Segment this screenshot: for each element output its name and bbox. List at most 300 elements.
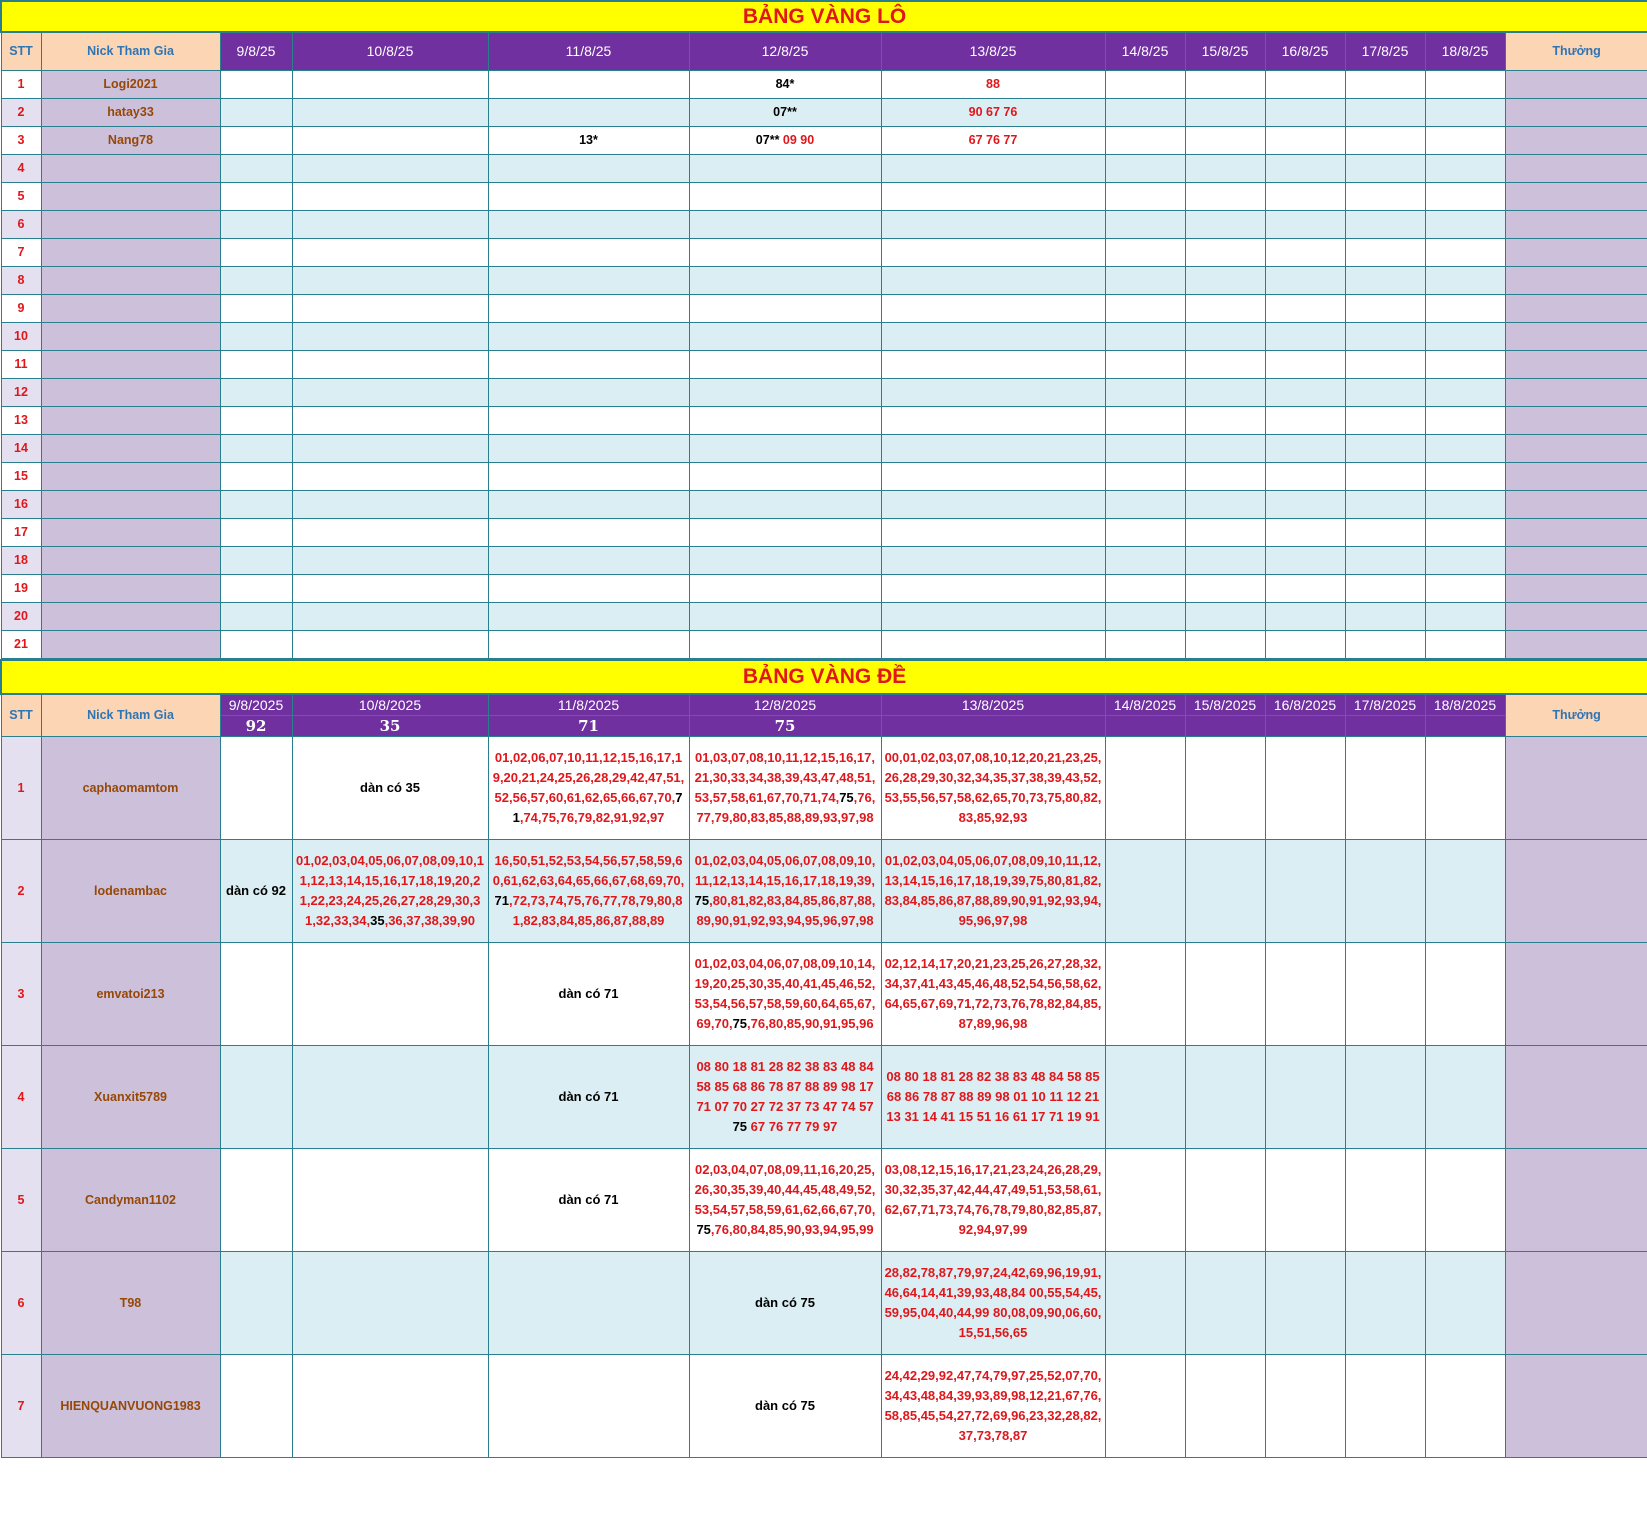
pick-cell[interactable] (1345, 518, 1425, 546)
pick-cell[interactable] (881, 98, 1105, 126)
pick-cell[interactable] (1425, 98, 1505, 126)
pick-cell[interactable] (1185, 182, 1265, 210)
pick-cell[interactable] (1425, 406, 1505, 434)
pick-cell[interactable] (488, 490, 689, 518)
pick-cell[interactable] (881, 1354, 1105, 1457)
pick-cell[interactable] (488, 1251, 689, 1354)
pick-cell[interactable] (881, 1251, 1105, 1354)
pick-cell[interactable] (689, 70, 881, 98)
pick-cell[interactable] (1345, 378, 1425, 406)
reward-cell[interactable] (1505, 98, 1647, 126)
pick-cell[interactable] (1345, 210, 1425, 238)
pick-cell[interactable] (1425, 294, 1505, 322)
pick-cell[interactable] (292, 490, 488, 518)
pick-cell[interactable] (292, 70, 488, 98)
pick-cell[interactable] (1185, 1045, 1265, 1148)
reward-cell[interactable] (1505, 630, 1647, 658)
pick-cell[interactable] (292, 839, 488, 942)
pick-cell[interactable] (292, 322, 488, 350)
nick-cell[interactable]: caphaomamtom (41, 736, 220, 839)
pick-cell[interactable] (689, 546, 881, 574)
pick-cell[interactable] (292, 602, 488, 630)
nick-cell[interactable]: HIENQUANVUONG1983 (41, 1354, 220, 1457)
nick-cell[interactable] (41, 630, 220, 658)
pick-cell[interactable] (1185, 294, 1265, 322)
pick-cell[interactable] (1105, 126, 1185, 154)
pick-cell[interactable] (1425, 1045, 1505, 1148)
pick-cell[interactable] (689, 322, 881, 350)
pick-cell[interactable] (881, 154, 1105, 182)
reward-cell[interactable] (1505, 1251, 1647, 1354)
pick-cell[interactable] (1265, 1148, 1345, 1251)
pick-cell[interactable] (1105, 294, 1185, 322)
pick-cell[interactable] (881, 602, 1105, 630)
pick-cell[interactable] (292, 1354, 488, 1457)
pick-cell[interactable] (488, 1354, 689, 1457)
pick-cell[interactable] (1265, 322, 1345, 350)
pick-cell[interactable] (1185, 602, 1265, 630)
pick-cell[interactable] (881, 1045, 1105, 1148)
pick-cell[interactable] (1345, 182, 1425, 210)
pick-cell[interactable] (488, 406, 689, 434)
pick-cell[interactable] (1425, 462, 1505, 490)
pick-cell[interactable] (1105, 1148, 1185, 1251)
pick-cell[interactable] (292, 238, 488, 266)
pick-cell[interactable] (1265, 210, 1345, 238)
nick-cell[interactable] (41, 210, 220, 238)
pick-cell[interactable] (220, 1045, 292, 1148)
reward-cell[interactable] (1505, 294, 1647, 322)
pick-cell[interactable] (1185, 942, 1265, 1045)
pick-cell[interactable] (1425, 126, 1505, 154)
pick-cell[interactable] (1105, 98, 1185, 126)
pick-cell[interactable] (1425, 490, 1505, 518)
nick-cell[interactable] (41, 462, 220, 490)
pick-cell[interactable] (220, 736, 292, 839)
pick-cell[interactable] (1185, 322, 1265, 350)
pick-cell[interactable] (1425, 238, 1505, 266)
nick-cell[interactable] (41, 322, 220, 350)
pick-cell[interactable] (1265, 518, 1345, 546)
pick-cell[interactable] (689, 602, 881, 630)
pick-cell[interactable] (881, 518, 1105, 546)
pick-cell[interactable] (1345, 736, 1425, 839)
pick-cell[interactable] (220, 602, 292, 630)
pick-cell[interactable] (292, 546, 488, 574)
pick-cell[interactable] (1345, 434, 1425, 462)
pick-cell[interactable] (881, 266, 1105, 294)
pick-cell[interactable] (689, 434, 881, 462)
pick-cell[interactable] (1105, 434, 1185, 462)
pick-cell[interactable] (1265, 238, 1345, 266)
pick-cell[interactable] (488, 1148, 689, 1251)
pick-cell[interactable] (689, 98, 881, 126)
reward-cell[interactable] (1505, 490, 1647, 518)
pick-cell[interactable] (292, 462, 488, 490)
pick-cell[interactable] (689, 1148, 881, 1251)
pick-cell[interactable] (220, 1251, 292, 1354)
reward-cell[interactable] (1505, 70, 1647, 98)
pick-cell[interactable] (1425, 546, 1505, 574)
pick-cell[interactable] (1105, 70, 1185, 98)
pick-cell[interactable] (488, 602, 689, 630)
pick-cell[interactable] (1265, 942, 1345, 1045)
pick-cell[interactable] (220, 350, 292, 378)
reward-cell[interactable] (1505, 322, 1647, 350)
pick-cell[interactable] (292, 210, 488, 238)
pick-cell[interactable] (1105, 490, 1185, 518)
nick-cell[interactable]: lodenambac (41, 839, 220, 942)
pick-cell[interactable] (292, 266, 488, 294)
pick-cell[interactable] (1265, 378, 1345, 406)
pick-cell[interactable] (1265, 266, 1345, 294)
pick-cell[interactable] (1185, 518, 1265, 546)
pick-cell[interactable] (1425, 1251, 1505, 1354)
pick-cell[interactable] (1105, 238, 1185, 266)
pick-cell[interactable] (1425, 736, 1505, 839)
pick-cell[interactable] (488, 350, 689, 378)
pick-cell[interactable] (220, 70, 292, 98)
pick-cell[interactable] (488, 736, 689, 839)
pick-cell[interactable] (689, 942, 881, 1045)
nick-cell[interactable]: emvatoi213 (41, 942, 220, 1045)
nick-cell[interactable] (41, 350, 220, 378)
pick-cell[interactable] (1185, 378, 1265, 406)
pick-cell[interactable] (1265, 406, 1345, 434)
pick-cell[interactable] (1425, 210, 1505, 238)
pick-cell[interactable] (488, 154, 689, 182)
pick-cell[interactable] (1265, 1251, 1345, 1354)
pick-cell[interactable] (1345, 322, 1425, 350)
pick-cell[interactable] (220, 1148, 292, 1251)
pick-cell[interactable] (1345, 238, 1425, 266)
pick-cell[interactable] (488, 266, 689, 294)
nick-cell[interactable] (41, 518, 220, 546)
pick-cell[interactable] (881, 350, 1105, 378)
pick-cell[interactable] (1265, 736, 1345, 839)
pick-cell[interactable] (1345, 462, 1425, 490)
pick-cell[interactable] (220, 462, 292, 490)
pick-cell[interactable] (488, 839, 689, 942)
pick-cell[interactable] (220, 839, 292, 942)
pick-cell[interactable] (1105, 602, 1185, 630)
pick-cell[interactable] (220, 322, 292, 350)
pick-cell[interactable] (1345, 1148, 1425, 1251)
pick-cell[interactable] (689, 839, 881, 942)
pick-cell[interactable] (488, 1045, 689, 1148)
pick-cell[interactable] (689, 574, 881, 602)
pick-cell[interactable] (1265, 462, 1345, 490)
pick-cell[interactable] (1185, 238, 1265, 266)
pick-cell[interactable] (1425, 182, 1505, 210)
pick-cell[interactable] (488, 322, 689, 350)
pick-cell[interactable] (1425, 518, 1505, 546)
reward-cell[interactable] (1505, 182, 1647, 210)
pick-cell[interactable] (1265, 1045, 1345, 1148)
pick-cell[interactable] (1425, 70, 1505, 98)
reward-cell[interactable] (1505, 462, 1647, 490)
pick-cell[interactable] (881, 434, 1105, 462)
reward-cell[interactable] (1505, 1354, 1647, 1457)
pick-cell[interactable] (220, 294, 292, 322)
nick-cell[interactable] (41, 546, 220, 574)
pick-cell[interactable] (1105, 574, 1185, 602)
pick-cell[interactable] (689, 406, 881, 434)
pick-cell[interactable] (689, 1251, 881, 1354)
pick-cell[interactable] (1425, 266, 1505, 294)
pick-cell[interactable] (220, 1354, 292, 1457)
pick-cell[interactable] (1265, 182, 1345, 210)
pick-cell[interactable] (1105, 546, 1185, 574)
nick-cell[interactable] (41, 602, 220, 630)
pick-cell[interactable] (292, 434, 488, 462)
pick-cell[interactable] (1185, 1251, 1265, 1354)
pick-cell[interactable] (292, 126, 488, 154)
pick-cell[interactable] (220, 210, 292, 238)
pick-cell[interactable] (1425, 942, 1505, 1045)
pick-cell[interactable] (292, 630, 488, 658)
pick-cell[interactable] (1265, 434, 1345, 462)
pick-cell[interactable] (1185, 490, 1265, 518)
pick-cell[interactable] (1185, 574, 1265, 602)
pick-cell[interactable] (881, 210, 1105, 238)
pick-cell[interactable] (1345, 154, 1425, 182)
nick-cell[interactable]: hatay33 (41, 98, 220, 126)
pick-cell[interactable] (1105, 1251, 1185, 1354)
nick-cell[interactable] (41, 154, 220, 182)
pick-cell[interactable] (881, 942, 1105, 1045)
pick-cell[interactable] (689, 182, 881, 210)
pick-cell[interactable] (1265, 350, 1345, 378)
pick-cell[interactable] (1105, 1045, 1185, 1148)
pick-cell[interactable] (1185, 126, 1265, 154)
pick-cell[interactable] (488, 518, 689, 546)
pick-cell[interactable] (1185, 1354, 1265, 1457)
pick-cell[interactable] (292, 736, 488, 839)
nick-cell[interactable]: Xuanxit5789 (41, 1045, 220, 1148)
pick-cell[interactable] (1265, 490, 1345, 518)
pick-cell[interactable] (220, 574, 292, 602)
pick-cell[interactable] (292, 518, 488, 546)
pick-cell[interactable] (1345, 1251, 1425, 1354)
reward-cell[interactable] (1505, 434, 1647, 462)
pick-cell[interactable] (488, 942, 689, 1045)
pick-cell[interactable] (1265, 98, 1345, 126)
reward-cell[interactable] (1505, 518, 1647, 546)
pick-cell[interactable] (1265, 294, 1345, 322)
pick-cell[interactable] (220, 154, 292, 182)
pick-cell[interactable] (488, 98, 689, 126)
pick-cell[interactable] (1185, 546, 1265, 574)
reward-cell[interactable] (1505, 350, 1647, 378)
nick-cell[interactable] (41, 574, 220, 602)
pick-cell[interactable] (881, 736, 1105, 839)
pick-cell[interactable] (881, 546, 1105, 574)
pick-cell[interactable] (689, 630, 881, 658)
pick-cell[interactable] (1105, 942, 1185, 1045)
reward-cell[interactable] (1505, 126, 1647, 154)
pick-cell[interactable] (488, 462, 689, 490)
pick-cell[interactable] (881, 378, 1105, 406)
pick-cell[interactable] (488, 378, 689, 406)
reward-cell[interactable] (1505, 574, 1647, 602)
pick-cell[interactable] (689, 1354, 881, 1457)
pick-cell[interactable] (689, 126, 881, 154)
reward-cell[interactable] (1505, 602, 1647, 630)
pick-cell[interactable] (1345, 1045, 1425, 1148)
pick-cell[interactable] (1105, 266, 1185, 294)
pick-cell[interactable] (1425, 839, 1505, 942)
pick-cell[interactable] (292, 294, 488, 322)
pick-cell[interactable] (488, 434, 689, 462)
pick-cell[interactable] (488, 70, 689, 98)
reward-cell[interactable] (1505, 1045, 1647, 1148)
pick-cell[interactable] (220, 518, 292, 546)
pick-cell[interactable] (1265, 574, 1345, 602)
pick-cell[interactable] (1425, 350, 1505, 378)
pick-cell[interactable] (1345, 839, 1425, 942)
pick-cell[interactable] (1345, 70, 1425, 98)
reward-cell[interactable] (1505, 1148, 1647, 1251)
pick-cell[interactable] (1105, 518, 1185, 546)
pick-cell[interactable] (488, 630, 689, 658)
pick-cell[interactable] (689, 210, 881, 238)
pick-cell[interactable] (689, 736, 881, 839)
pick-cell[interactable] (220, 630, 292, 658)
pick-cell[interactable] (1345, 942, 1425, 1045)
nick-cell[interactable] (41, 434, 220, 462)
pick-cell[interactable] (1265, 1354, 1345, 1457)
pick-cell[interactable] (1185, 434, 1265, 462)
pick-cell[interactable] (220, 126, 292, 154)
reward-cell[interactable] (1505, 736, 1647, 839)
pick-cell[interactable] (1105, 210, 1185, 238)
pick-cell[interactable] (292, 378, 488, 406)
pick-cell[interactable] (1185, 98, 1265, 126)
pick-cell[interactable] (488, 546, 689, 574)
pick-cell[interactable] (1425, 602, 1505, 630)
pick-cell[interactable] (1105, 182, 1185, 210)
reward-cell[interactable] (1505, 546, 1647, 574)
pick-cell[interactable] (1345, 490, 1425, 518)
pick-cell[interactable] (1105, 839, 1185, 942)
pick-cell[interactable] (1425, 574, 1505, 602)
pick-cell[interactable] (1345, 126, 1425, 154)
pick-cell[interactable] (1345, 602, 1425, 630)
pick-cell[interactable] (220, 182, 292, 210)
nick-cell[interactable] (41, 238, 220, 266)
pick-cell[interactable] (220, 546, 292, 574)
pick-cell[interactable] (292, 154, 488, 182)
reward-cell[interactable] (1505, 839, 1647, 942)
pick-cell[interactable] (1345, 98, 1425, 126)
pick-cell[interactable] (1105, 462, 1185, 490)
pick-cell[interactable] (292, 182, 488, 210)
pick-cell[interactable] (220, 490, 292, 518)
pick-cell[interactable] (881, 70, 1105, 98)
pick-cell[interactable] (1265, 154, 1345, 182)
pick-cell[interactable] (881, 294, 1105, 322)
nick-cell[interactable]: Logi2021 (41, 70, 220, 98)
reward-cell[interactable] (1505, 266, 1647, 294)
pick-cell[interactable] (1185, 630, 1265, 658)
nick-cell[interactable]: Nang78 (41, 126, 220, 154)
pick-cell[interactable] (1105, 154, 1185, 182)
pick-cell[interactable] (1185, 736, 1265, 839)
pick-cell[interactable] (881, 574, 1105, 602)
pick-cell[interactable] (1105, 406, 1185, 434)
pick-cell[interactable] (689, 266, 881, 294)
pick-cell[interactable] (488, 126, 689, 154)
pick-cell[interactable] (1345, 1354, 1425, 1457)
pick-cell[interactable] (1105, 378, 1185, 406)
pick-cell[interactable] (1425, 630, 1505, 658)
pick-cell[interactable] (292, 350, 488, 378)
pick-cell[interactable] (881, 630, 1105, 658)
reward-cell[interactable] (1505, 154, 1647, 182)
pick-cell[interactable] (292, 942, 488, 1045)
pick-cell[interactable] (1425, 378, 1505, 406)
pick-cell[interactable] (1425, 434, 1505, 462)
pick-cell[interactable] (689, 154, 881, 182)
pick-cell[interactable] (292, 1148, 488, 1251)
pick-cell[interactable] (1345, 406, 1425, 434)
reward-cell[interactable] (1505, 210, 1647, 238)
pick-cell[interactable] (220, 266, 292, 294)
pick-cell[interactable] (1425, 1148, 1505, 1251)
pick-cell[interactable] (488, 238, 689, 266)
pick-cell[interactable] (689, 238, 881, 266)
pick-cell[interactable] (1185, 350, 1265, 378)
pick-cell[interactable] (689, 490, 881, 518)
nick-cell[interactable] (41, 266, 220, 294)
pick-cell[interactable] (1265, 630, 1345, 658)
pick-cell[interactable] (220, 406, 292, 434)
pick-cell[interactable] (1105, 630, 1185, 658)
pick-cell[interactable] (689, 350, 881, 378)
pick-cell[interactable] (292, 98, 488, 126)
pick-cell[interactable] (689, 462, 881, 490)
pick-cell[interactable] (1265, 602, 1345, 630)
reward-cell[interactable] (1505, 378, 1647, 406)
pick-cell[interactable] (881, 490, 1105, 518)
pick-cell[interactable] (488, 210, 689, 238)
pick-cell[interactable] (881, 406, 1105, 434)
pick-cell[interactable] (1345, 630, 1425, 658)
reward-cell[interactable] (1505, 406, 1647, 434)
pick-cell[interactable] (1425, 154, 1505, 182)
nick-cell[interactable]: Candyman1102 (41, 1148, 220, 1251)
pick-cell[interactable] (881, 839, 1105, 942)
pick-cell[interactable] (881, 238, 1105, 266)
pick-cell[interactable] (1105, 1354, 1185, 1457)
pick-cell[interactable] (220, 378, 292, 406)
reward-cell[interactable] (1505, 942, 1647, 1045)
pick-cell[interactable] (1265, 126, 1345, 154)
pick-cell[interactable] (1345, 546, 1425, 574)
pick-cell[interactable] (1105, 322, 1185, 350)
nick-cell[interactable] (41, 378, 220, 406)
pick-cell[interactable] (220, 434, 292, 462)
pick-cell[interactable] (1185, 266, 1265, 294)
pick-cell[interactable] (1185, 462, 1265, 490)
pick-cell[interactable] (881, 462, 1105, 490)
pick-cell[interactable] (1345, 350, 1425, 378)
pick-cell[interactable] (1185, 154, 1265, 182)
nick-cell[interactable] (41, 182, 220, 210)
pick-cell[interactable] (488, 574, 689, 602)
pick-cell[interactable] (220, 942, 292, 1045)
